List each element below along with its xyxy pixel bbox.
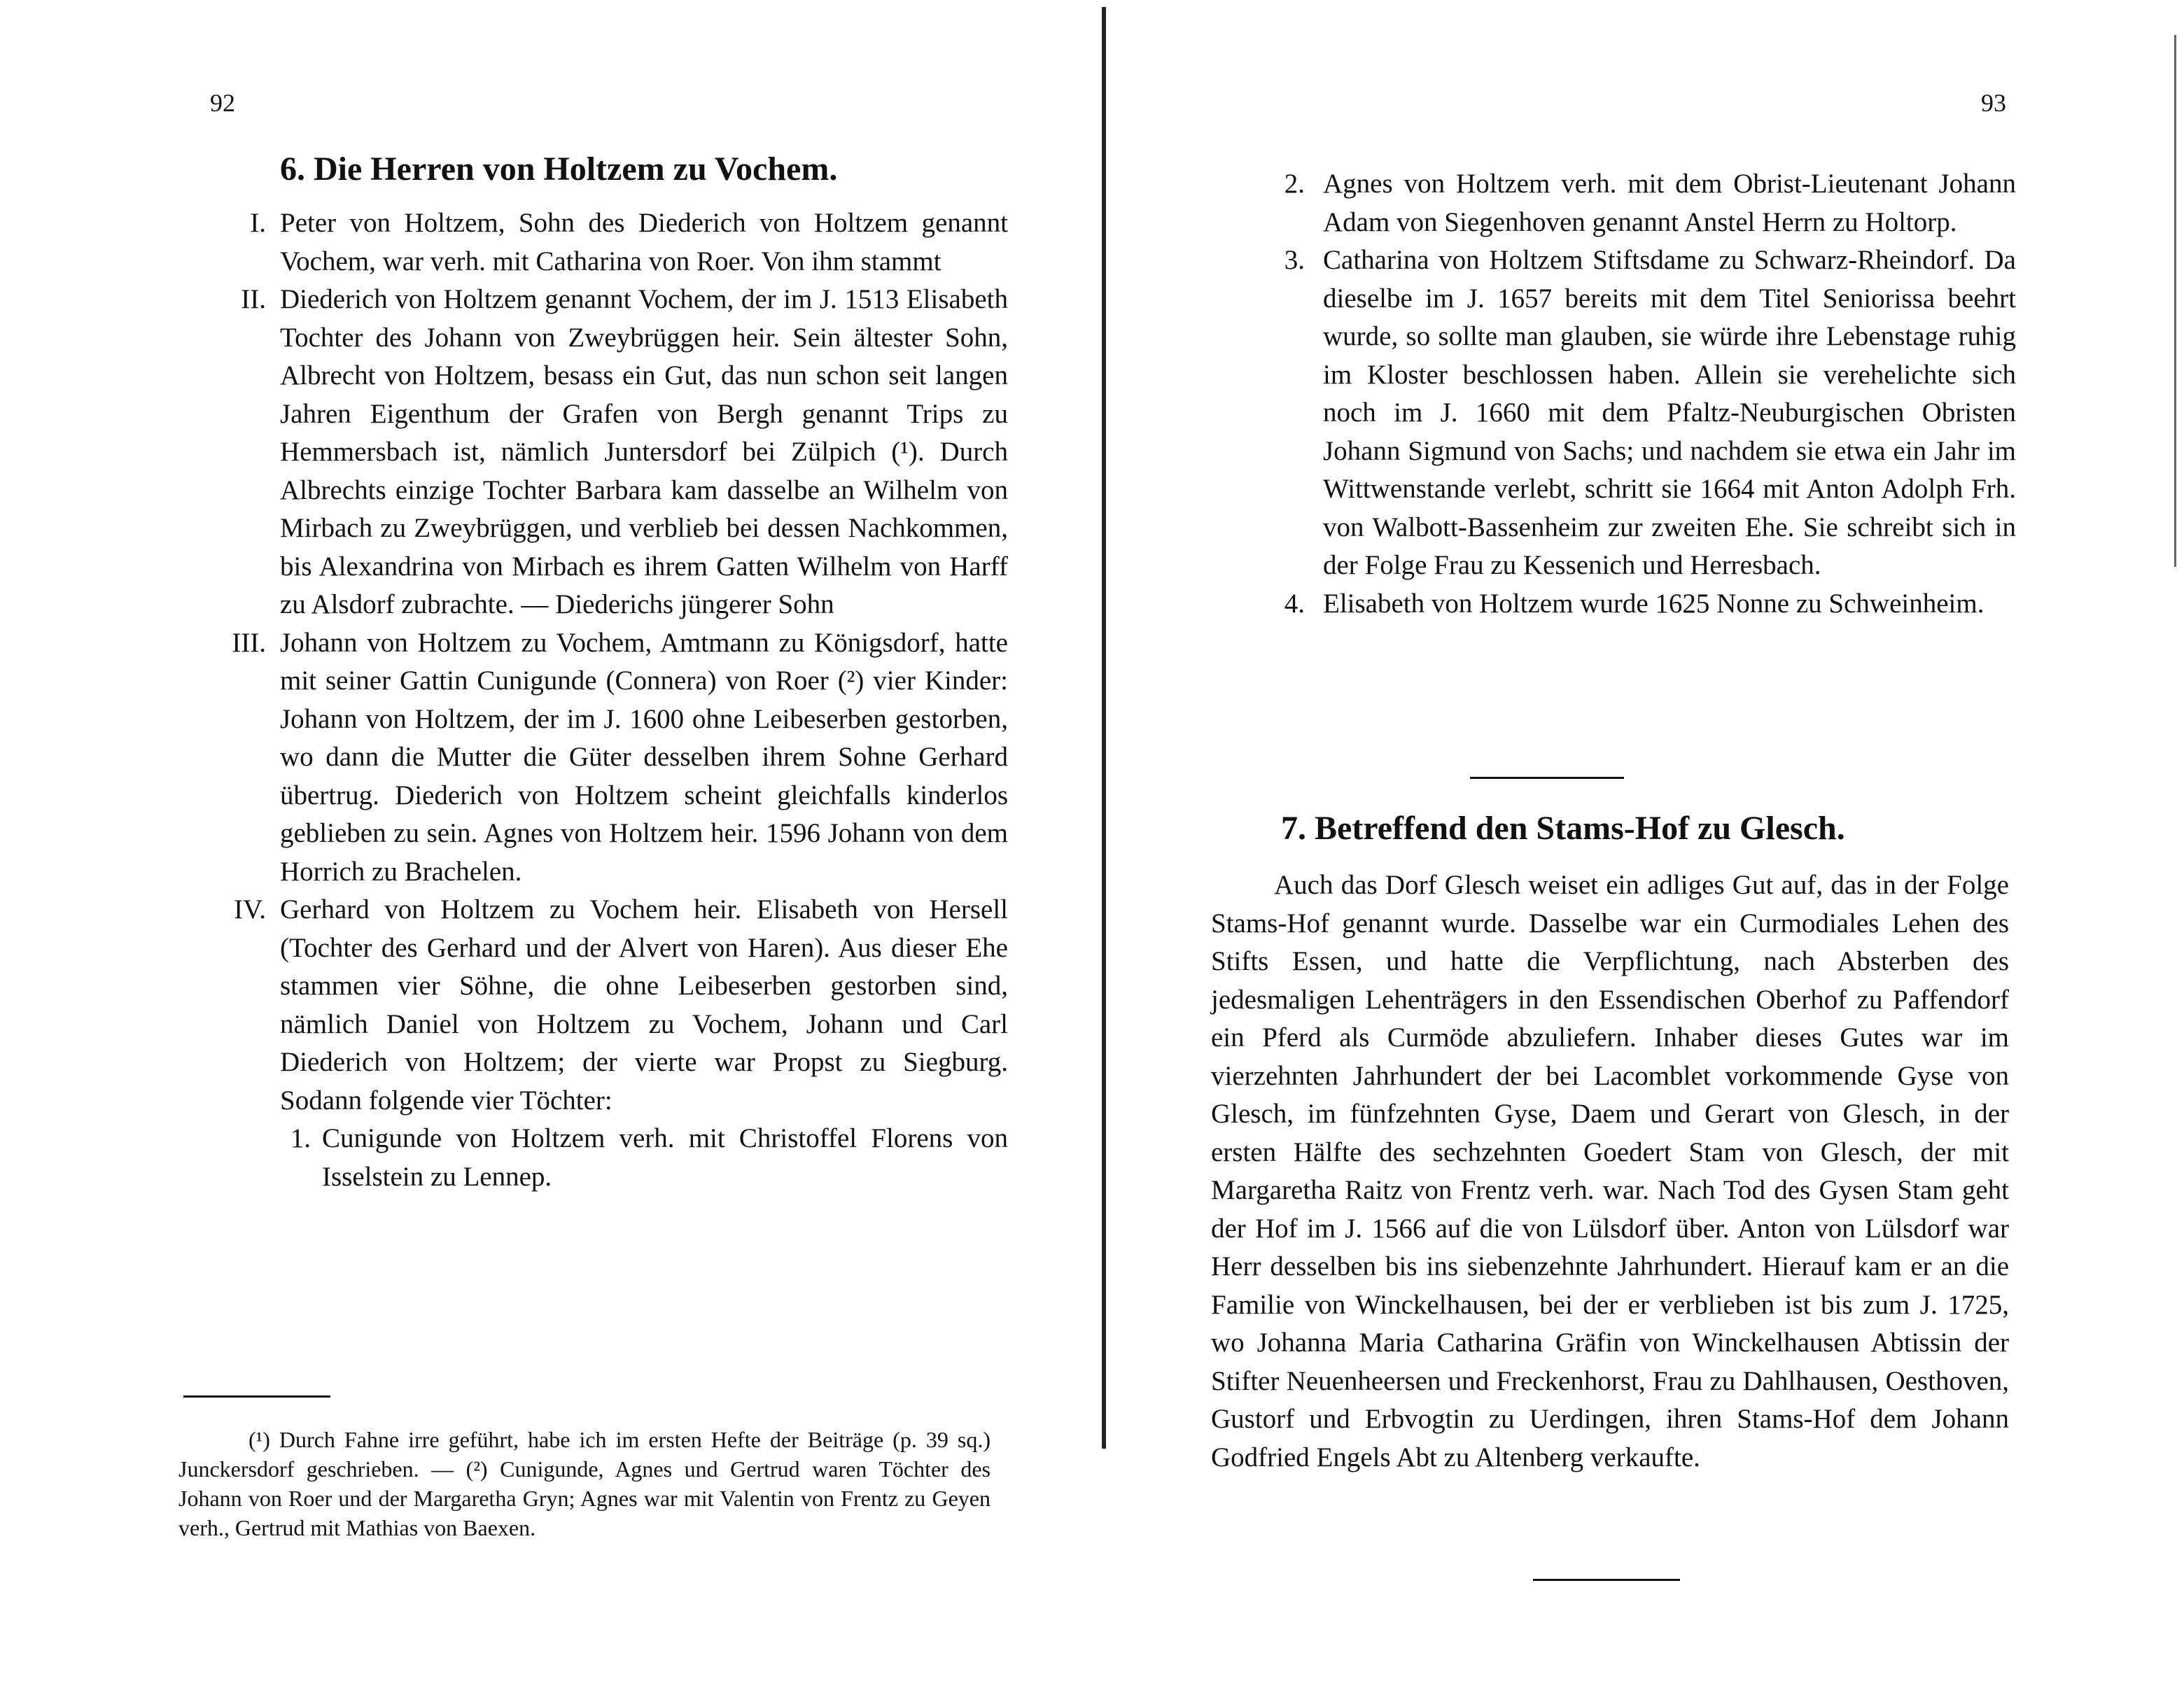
footnote-divider (183, 1395, 330, 1398)
daughter-number: 1. (290, 1123, 311, 1153)
daughter-entry (280, 1120, 1008, 1196)
right-page (1092, 0, 2184, 1695)
entry-number: I. (250, 208, 266, 238)
section-title: 7. Betreffend den Stams-Hof zu Glesch. (1281, 810, 1845, 847)
daughters-list (280, 1120, 1008, 1196)
daughter-number: 3. (1284, 245, 1305, 275)
daughter-number: 2. (1284, 169, 1305, 199)
genealogy-entry (196, 204, 1008, 281)
daughter-text: Cunigunde von Holtzem verh. mit Christoffel Florens von Isselstein zu Lennep. (322, 1123, 1008, 1192)
section-title: 6. Die Herren von Holtzem zu Vochem. (280, 150, 838, 188)
genealogy-list (196, 204, 1008, 1196)
paragraph: Auch das Dorf Glesch weiset ein adliges Gut auf, das in der Folge Stams-Hof genannt wurde. Dasselbe war ein Curmodiales Lehen des Stifts Essen, und hatte die Verpflichtung, nach Absterben des jedesmaligen Lehenträgers in den Essendischen Oberhof zu Paffendorf ein Pferd als Curmöde abzuliefern. Inhaber dieses Gutes war im vierzehnten Jahrhundert der bei Lacomblet vorkommende Gyse von Glesch, im fünfzehnten Gyse, Daem und Gerart von Glesch, in der ersten Hälfte des sechzehnten Goedert Stam von Glesch, der mit Margaretha Raitz von Frentz verh. war. Nach Tod des Gysen Stam geht der Hof im J. 1566 auf die von Lülsdorf über. Anton von Lülsdorf war Herr desselben bis ins siebenzehnte Jahrhundert. Hierauf kam er an die Familie von Winckelhausen, bei der er verblieben ist bis zum J. 1725, wo Johanna Maria Catharina Gräfin von Winckelhausen Abtissin der Stifter Neuenheersen und Freckenhorst, Frau zu Dahlhausen, Oesthoven, Gustorf und Erbvogtin zu Uerdingen, ihren Stams-Hof dem Johann Godfried Engels Abt zu Altenberg verkaufte. (1211, 870, 2009, 1472)
daughter-text: Catharina von Holtzem Stiftsdame zu Schwarz-Rheindorf. Da dieselbe im J. 1657 bereits mit dem Titel Seniorissa beehrt wurde, so sollte man glauben, sie würde ihre Lebenstage ruhig im Kloster beschlossen haben. Allein sie verehelichte sich noch im J. 1660 mit dem Pfaltz-Neuburgischen Obristen Johann Sigmund von Sachs; und nachdem sie etwa ein Jahr im Wittwenstande verlebt, schritt sie 1664 mit Anton Adolph Frh. von Walbott-Bassenheim zur zweiten Ehe. Sie schreibt sich in der Folge Frau zu Kessenich und Herresbach. (1323, 245, 2016, 580)
entry-text: Gerhard von Holtzem zu Vochem heir. Elisabeth von Hersell (Tochter des Gerhard und der Alvert von Haren). Aus dieser Ehe stammen vier Söhne, die ohne Leibeserben gestorben sind, nämlich Daniel von Holtzem zu Vochem, Johann und Carl Diederich von Holtzem; der vierte war Propst zu Siegburg. Sodann folgende vier Töchter: (280, 894, 1008, 1116)
page-number: 93 (1981, 89, 2006, 117)
daughter-entry (1274, 585, 2016, 624)
genealogy-entry (196, 891, 1008, 1120)
entry-number: IV. (234, 894, 266, 924)
entry-number: III. (232, 627, 266, 658)
genealogy-entry (196, 624, 1008, 892)
entry-text: Diederich von Holtzem genannt Vochem, der im J. 1513 Elisabeth Tochter des Johann von Zweybrüggen heir. Sein ältester Sohn, Albrecht von Holtzem, besass ein Gut, das nun schon seit langen Jahren Eigenthum der Grafen von Bergh genannt Trips zu Hemmersbach ist, nämlich Juntersdorf bei Zülpich (¹). Durch Albrechts einzige Tochter Barbara kam dasselbe an Wilhelm von Mirbach zu Zweybrüggen, und verblieb bei dessen Nachkommen, bis Alexandrina von Mirbach es ihrem Gatten Wilhelm von Harff zu Alsdorf zubrachte. — Diederichs jüngerer Sohn (280, 284, 1008, 619)
section-divider (1533, 1579, 1680, 1581)
page-edge (2174, 35, 2176, 567)
daughter-text: Agnes von Holtzem verh. mit dem Obrist-Lieutenant Johann Adam von Siegenhoven genannt Anstel Herrn zu Holtorp. (1323, 169, 2016, 237)
daughter-number: 4. (1284, 588, 1305, 619)
entry-text: Peter von Holtzem, Sohn des Diederich von Holtzem genannt Vochem, war verh. mit Catharina von Roer. Von ihm stammt (280, 208, 1008, 276)
entry-text: Johann von Holtzem zu Vochem, Amtmann zu Königsdorf, hatte mit seiner Gattin Cunigunde (Connera) von Roer (²) vier Kinder: Johann von Holtzem, der im J. 1600 ohne Leibeserben gestorben, wo dann die Mutter die Güter desselben ihrem Sohne Gerhard übertrug. Diederich von Holtzem scheint gleichfalls kinderlos geblieben zu sein. Agnes von Holtzem heir. 1596 Johann von dem Horrich zu Brachelen. (280, 627, 1008, 887)
genealogy-entry (196, 281, 1008, 624)
entry-number: II. (241, 284, 266, 314)
body-text (1211, 866, 2009, 1477)
daughter-entry (1274, 241, 2016, 585)
page-number: 92 (210, 89, 235, 117)
footnotes: (¹) Durch Fahne irre geführt, habe ich im ersten Hefte der Beiträge (p. 39 sq.) Junckersdorf geschrieben. — (²) Cunigunde, Agnes und Gertrud waren Töchter des Johann von Roer und der Margaretha Gryn; Agnes war mit Valentin von Frentz zu Geyen verh., Gertrud mit Mathias von Baexen. (178, 1427, 990, 1540)
daughter-entry (1274, 165, 2016, 241)
daughters-list-continued (1274, 165, 2016, 623)
daughter-text: Elisabeth von Holtzem wurde 1625 Nonne zu Schweinheim. (1323, 588, 1984, 619)
section-divider (1470, 777, 1624, 779)
